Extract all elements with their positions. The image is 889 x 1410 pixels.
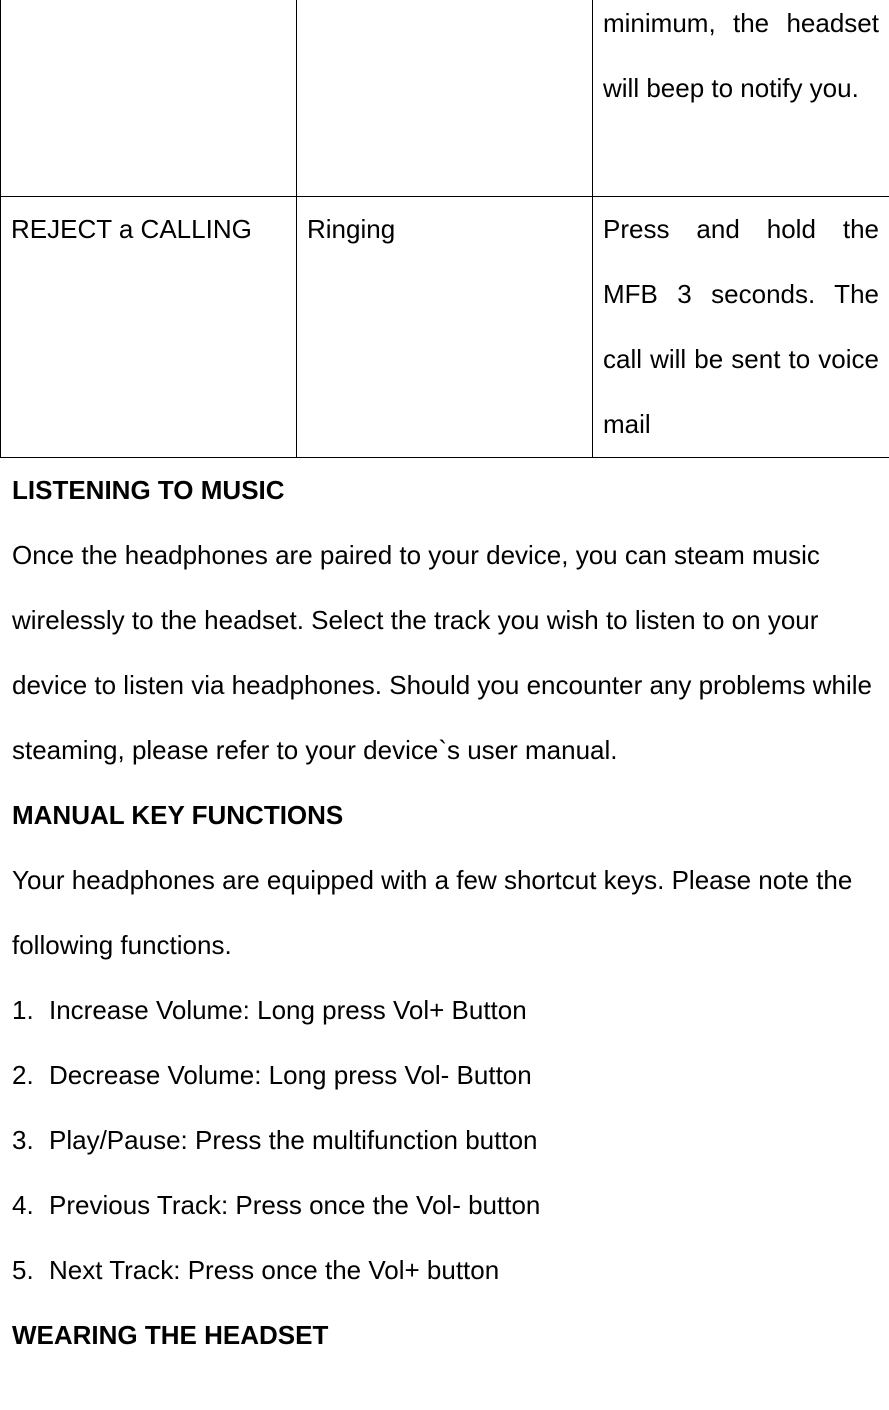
list-item-number: 2. <box>12 1060 34 1090</box>
table-row <box>1 0 889 197</box>
list-item <box>12 978 882 1043</box>
function-cell: REJECT a CALLING <box>1 197 297 458</box>
body-text <box>12 458 882 1368</box>
list-item-text: Next Track: Press once the Vol+ button <box>49 1255 500 1285</box>
status-cell: Ringing <box>297 197 593 458</box>
list-item-text: Decrease Volume: Long press Vol- Button <box>49 1060 532 1090</box>
key-function-list <box>12 978 882 1303</box>
listening-paragraph: Once the headphones are paired to your device, you can steam music wirelessly to the headset. Select the track you wish to listen to on your device to listen via headphones. Should you encounter any problems while steaming, please refer to your device`s user manual. <box>12 540 872 765</box>
list-item-text: Previous Track: Press once the Vol- button <box>49 1190 541 1220</box>
wearing-heading: WEARING THE HEADSET <box>12 1320 329 1350</box>
list-item-number: 3. <box>12 1125 34 1155</box>
function-table <box>0 0 889 458</box>
manual-keys-intro: Your headphones are equipped with a few shortcut keys. Please note the following functions. <box>12 865 853 960</box>
status-cell <box>297 0 593 197</box>
list-item-text: Increase Volume: Long press Vol+ Button <box>49 995 527 1025</box>
list-item <box>12 1108 882 1173</box>
function-cell <box>1 0 297 197</box>
list-item <box>12 1238 882 1303</box>
list-item <box>12 1173 882 1238</box>
operation-cell: minimum, the headset will beep to notify you. <box>593 0 889 197</box>
operation-cell: Press and hold the MFB 3 seconds. The call will be sent to voice mail <box>593 197 889 458</box>
table-row <box>1 197 889 458</box>
list-item <box>12 1043 882 1108</box>
list-item-number: 5. <box>12 1255 34 1285</box>
list-item-number: 1. <box>12 995 34 1025</box>
listening-heading: LISTENING TO MUSIC <box>12 475 285 505</box>
list-item-text: Play/Pause: Press the multifunction button <box>49 1125 538 1155</box>
manual-keys-heading: MANUAL KEY FUNCTIONS <box>12 800 344 830</box>
list-item-number: 4. <box>12 1190 34 1220</box>
